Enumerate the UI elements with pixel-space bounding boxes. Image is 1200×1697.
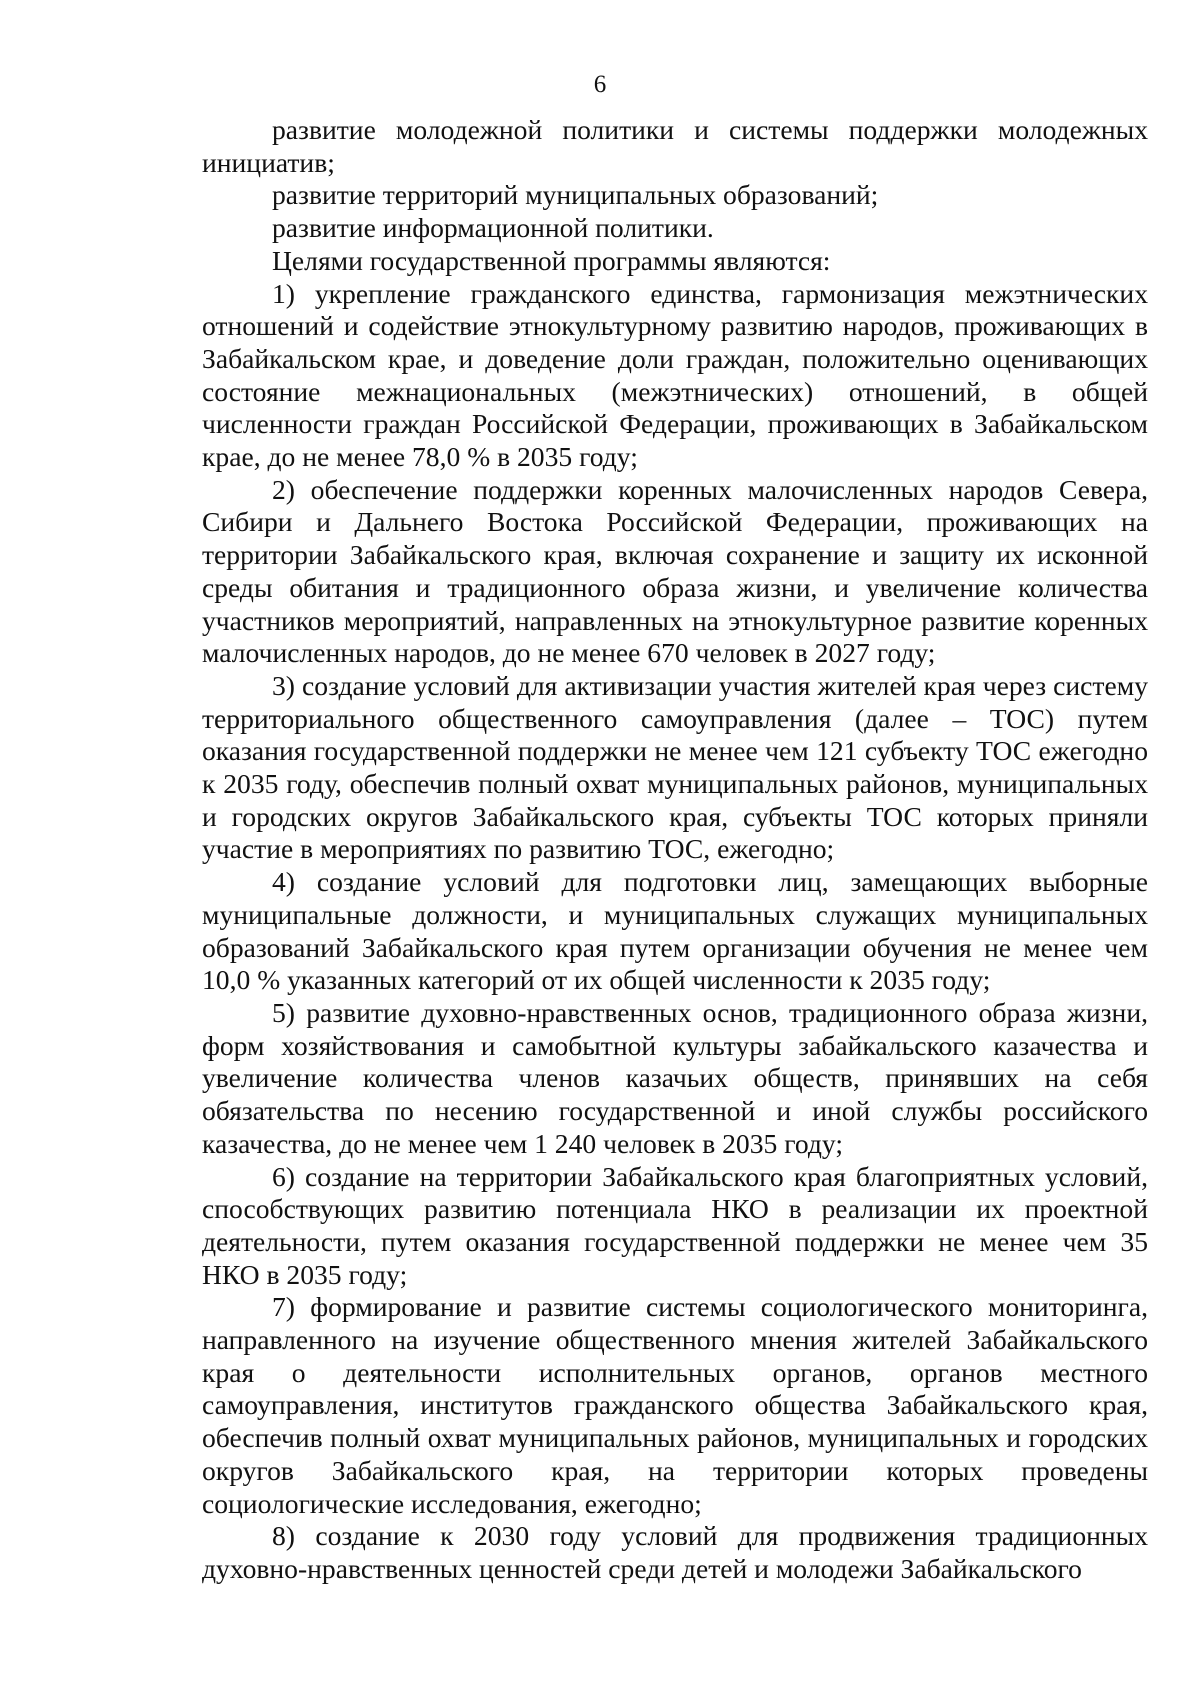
paragraph-goal-8: 8) создание к 2030 году условий для продвижения традиционных духовно-нравственных ценностей среди детей и молодежи Забайкальского xyxy=(202,1520,1148,1584)
paragraph-goal-4: 4) создание условий для подготовки лиц, замещающих выборные муниципальные должности, и муниципальных служащих муниципальных образований Забайкальского края путем организации обучения не менее чем 10,0 % указанных категорий от их общей численности к 2035 году; xyxy=(202,866,1148,996)
paragraph-goal-1: 1) укрепление гражданского единства, гармонизация межэтнических отношений и содействие этнокультурному развитию народов, проживающих в Забайкальском крае, и доведение доли граждан, положительно оценивающих состояние межнациональных (межэтнических) отношений, в общей численности граждан Российской Федерации, проживающих в Забайкальском крае, до не менее 78,0 % в 2035 году; xyxy=(202,277,1148,473)
document-body xyxy=(202,114,1148,1586)
paragraph-goal-3: 3) создание условий для активизации участия жителей края через систему территориального общественного самоуправления (далее – ТОС) путем оказания государственной поддержки не менее чем 121 субъекту ТОС ежегодно к 2035 году, обеспечив полный охват муниципальных районов, муниципальных и городских округов Забайкальского края, субъекты ТОС которых приняли участие в мероприятиях по развитию ТОС, ежегодно; xyxy=(202,669,1148,865)
paragraph-goal-7: 7) формирование и развитие системы социологического мониторинга, направленного на изучение общественного мнения жителей Забайкальского края о деятельности исполнительных органов, органов местного самоуправления, институтов гражданского общества Забайкальского края, обеспечив полный охват муниципальных районов, муниципальных и городских округов Забайкальского края, на территории которых проведены социологические исследования, ежегодно; xyxy=(202,1291,1148,1519)
page-number: 6 xyxy=(593,71,607,98)
paragraph-municipal-territories: развитие территорий муниципальных образований; xyxy=(272,179,879,211)
paragraph-goals-intro: Целями государственной программы являются: xyxy=(272,244,831,276)
paragraph-youth-policy: развитие молодежной политики и системы поддержки молодежных инициатив; xyxy=(202,114,1148,178)
paragraph-goal-2: 2) обеспечение поддержки коренных малочисленных народов Севера, Сибири и Дальнего Востока Российской Федерации, проживающих на территории Забайкальского края, включая сохранение и защиту их исконной среды обитания и традиционного образа жизни, и увеличение количества участников мероприятий, направленных на этнокультурное развитие коренных малочисленных народов, до не менее 670 человек в 2027 году; xyxy=(202,473,1148,669)
paragraph-information-policy: развитие информационной политики. xyxy=(272,212,714,244)
paragraph-goal-5: 5) развитие духовно-нравственных основ, традиционного образа жизни, форм хозяйствования и самобытной культуры забайкальского казачества и увеличение количества членов казачьих обществ, принявших на себя обязательства по несению государственной и иной службы российского казачества, до не менее чем 1 240 человек в 2035 году; xyxy=(202,996,1148,1159)
paragraph-goal-6: 6) создание на территории Забайкальского края благоприятных условий, способствующих развитию потенциала НКО в реализации их проектной деятельности, путем оказания государственной поддержки не менее чем 35 НКО в 2035 году; xyxy=(202,1160,1148,1290)
